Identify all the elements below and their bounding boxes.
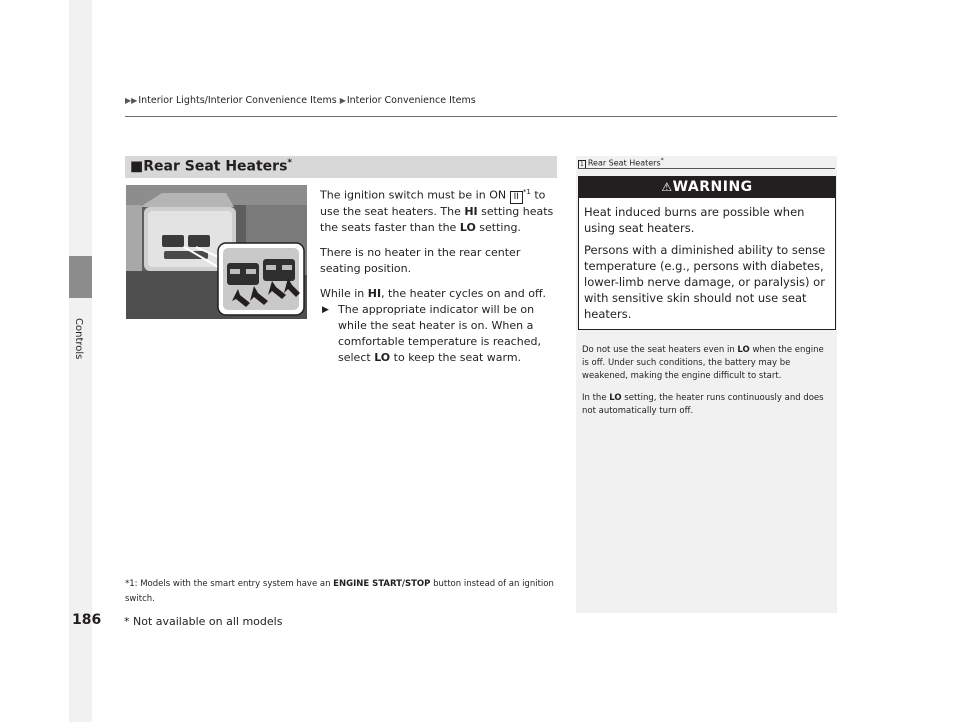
paragraph: The ignition switch must be in ON II $^{*1}$ to use the seat heaters. The HI setting heats the seats faster than the LO setting.	[320, 188, 554, 234]
note-paragraph: In the LO setting, the heater runs continuously and does not automatically turn off.	[582, 393, 824, 416]
rear-seat-heater-switch-photo	[126, 185, 307, 319]
side-tab-marker	[69, 256, 92, 298]
sidebar-notes	[582, 344, 832, 427]
breadcrumb-item[interactable]: Interior Lights/Interior Convenience Items	[138, 95, 337, 106]
warning-triangle-icon: ⚠	[661, 180, 673, 194]
breadcrumb-arrow-icon: ▶	[339, 96, 346, 105]
header-rule	[125, 116, 837, 117]
warning-paragraph: Heat induced burns are possible when using seat heaters.	[584, 205, 805, 235]
ignition-position-ii-icon: II	[510, 191, 523, 204]
body-text	[320, 184, 560, 375]
sidebar-rule	[578, 168, 835, 169]
warning-paragraph: Persons with a diminished ability to sense temperature (e.g., persons with diabetes, lower-limb nerve damage, or paralysis) or with sensitive skin should not use seat heaters.	[584, 243, 826, 321]
availability-footnote: * Not available on all models	[124, 615, 283, 628]
sub-paragraph: ▶ The appropriate indicator will be on while the seat heater is on. When a comfortable temperature is reached, select LO to keep the seat warm.	[322, 302, 541, 364]
warning-text	[584, 204, 830, 328]
warning-title-bar: ⚠WARNING	[579, 177, 835, 198]
paragraph: There is no heater in the rear center seating position.	[320, 245, 521, 275]
arrow-icon: ▶	[322, 304, 329, 315]
chapter-label: Controls	[73, 318, 84, 360]
footnote-ref: *1	[522, 188, 531, 196]
breadcrumb-item[interactable]: Interior Convenience Items	[346, 95, 476, 106]
breadcrumb	[125, 95, 476, 106]
section-marker-icon: ■	[130, 158, 144, 175]
breadcrumb-arrow-icon: ▶▶	[125, 96, 138, 105]
asterisk: *	[287, 158, 293, 168]
note-paragraph: Do not use the seat heaters even in LO when the engine is off. Under such conditions, the battery may be weakened, making the engine difficult to start.	[582, 345, 824, 381]
sidebar-heading: 1 Rear Seat Heaters*	[580, 157, 664, 168]
footnote: *1: Models with the smart entry system have an ENGINE START/STOP button instead of an ignition switch.	[125, 579, 554, 604]
section-title: ■Rear Seat Heaters*	[130, 158, 293, 175]
page-number: 186	[72, 612, 102, 628]
reference-number-icon: 1	[580, 160, 584, 168]
paragraph: While in HI, the heater cycles on and off.	[320, 286, 547, 300]
